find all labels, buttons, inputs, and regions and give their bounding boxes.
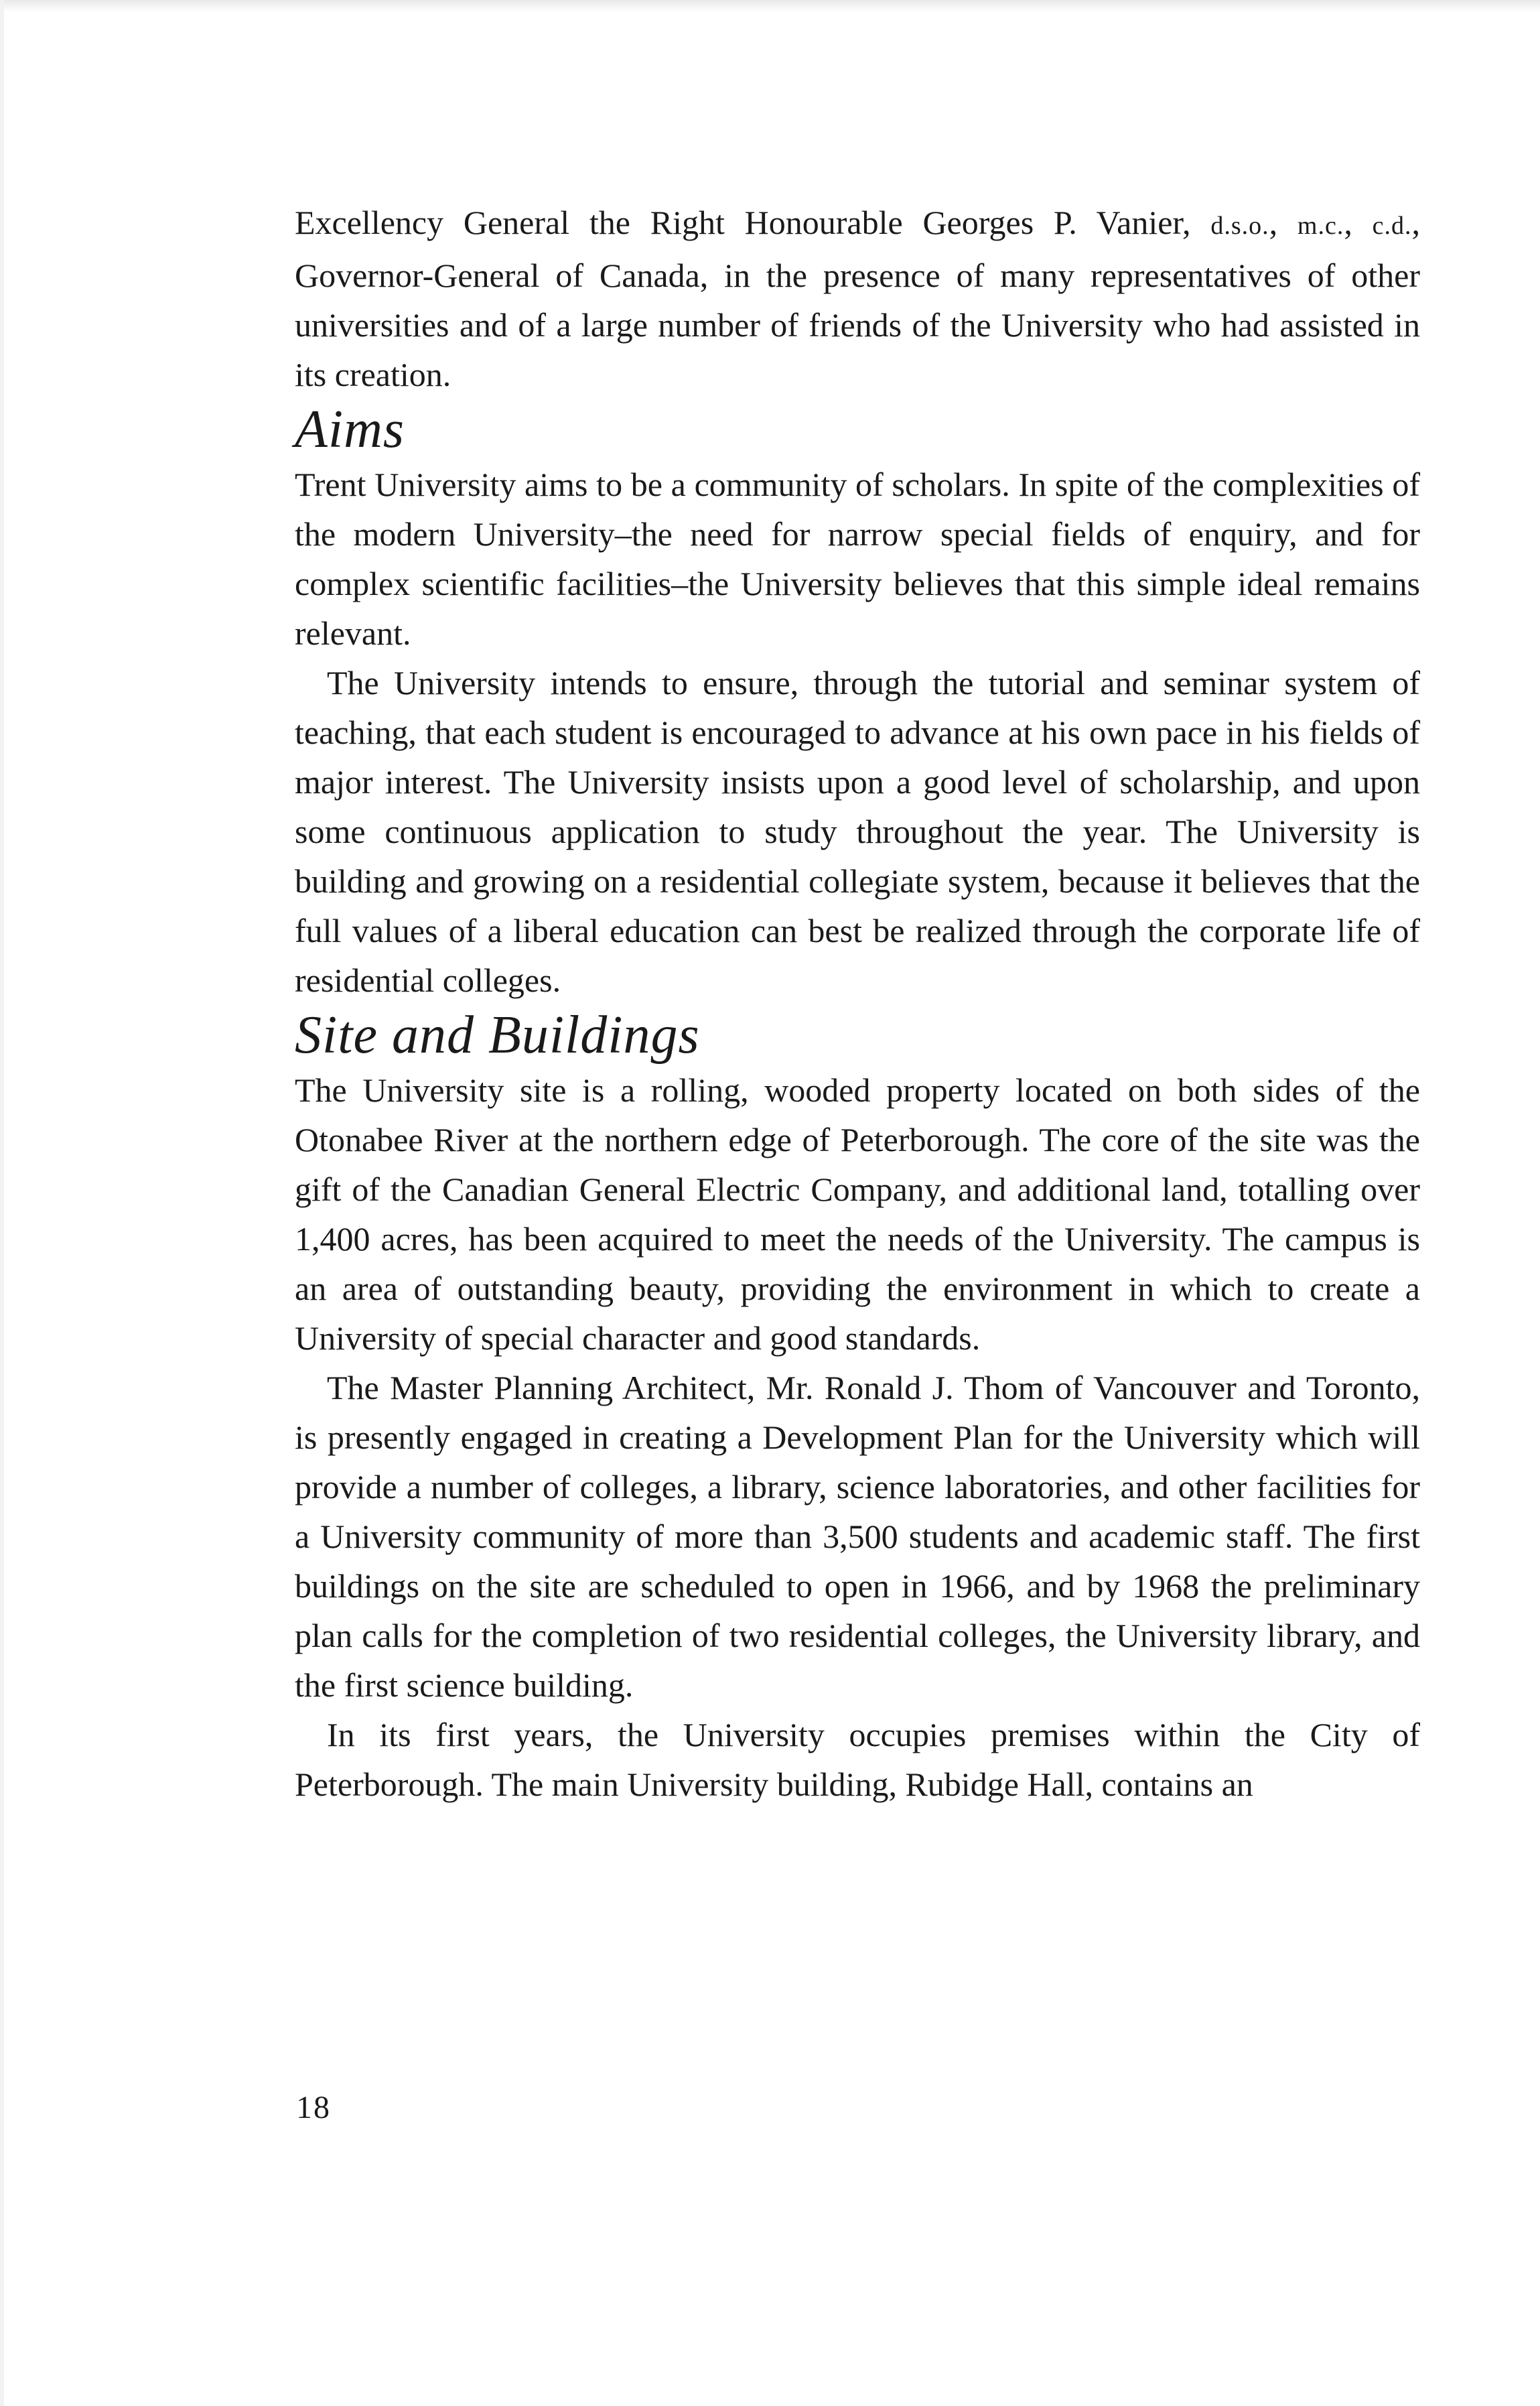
aims-paragraph: Trent University aims to be a community of scholars. In spite of the complexities of the modern University–the need for narrow special fields of enquiry, and for complex scientific facilities–the University believes that this simple ideal remains relevant. bbox=[295, 466, 1420, 652]
postnominal-separator: , bbox=[1269, 204, 1298, 241]
postnominal-cd: c.d. bbox=[1372, 212, 1412, 240]
postnominal-mc: m.c. bbox=[1297, 212, 1344, 240]
page-number: 18 bbox=[296, 2090, 331, 2125]
postnominal-separator: , bbox=[1344, 204, 1373, 241]
site-heading: Site and Buildings bbox=[295, 1006, 700, 1065]
scan-edge-left bbox=[0, 0, 4, 2406]
page-content bbox=[295, 198, 1420, 1809]
aims-heading: Aims bbox=[295, 400, 405, 459]
intro-text-start: Excellency General the Right Honourable Georges P. Vanier, bbox=[295, 204, 1211, 241]
site-paragraph: In its first years, the University occupies premises within the City of Peterborough. The main University building, Rubidge Hall, contains an bbox=[295, 1716, 1420, 1803]
intro-paragraph bbox=[295, 198, 1420, 399]
postnominal-dso: d.s.o. bbox=[1210, 212, 1269, 240]
scan-edge-top bbox=[0, 0, 1540, 12]
aims-paragraph: The University intends to ensure, through the tutorial and seminar system of teaching, that each student is encouraged to advance at his own pace in his fields of major interest. The University insists upon a good level of scholarship, and upon some continuous application to study throughout the year. The University is building and growing on a residential collegiate system, because it believes that the full values of a liberal education can best be realized through the corporate life of residential colleges. bbox=[295, 664, 1420, 999]
site-paragraph: The Master Planning Architect, Mr. Ronald J. Thom of Vancouver and Toronto, is presently engaged in creating a Development Plan for the University which will provide a number of colleges, a library, science laboratories, and other facilities for a University community of more than 3,500 students and academic staff. The first buildings on the site are scheduled to open in 1966, and by 1968 the preliminary plan calls for the completion of two residential colleges, the University library, and the first science building. bbox=[295, 1369, 1420, 1704]
site-paragraph: The University site is a rolling, wooded property located on both sides of the Otonabee River at the northern edge of Peterborough. The core of the site was the gift of the Canadian General Electric Company, and additional land, totalling over 1,400 acres, has been acquired to meet the needs of the University. The campus is an area of outstanding beauty, providing the environment in which to create a University of special character and good standards. bbox=[295, 1071, 1420, 1357]
intro-text-end: , Governor-General of Canada, in the presence of many representatives of other universities and of a large number of friends of the University who had assisted in its creation. bbox=[295, 204, 1420, 393]
